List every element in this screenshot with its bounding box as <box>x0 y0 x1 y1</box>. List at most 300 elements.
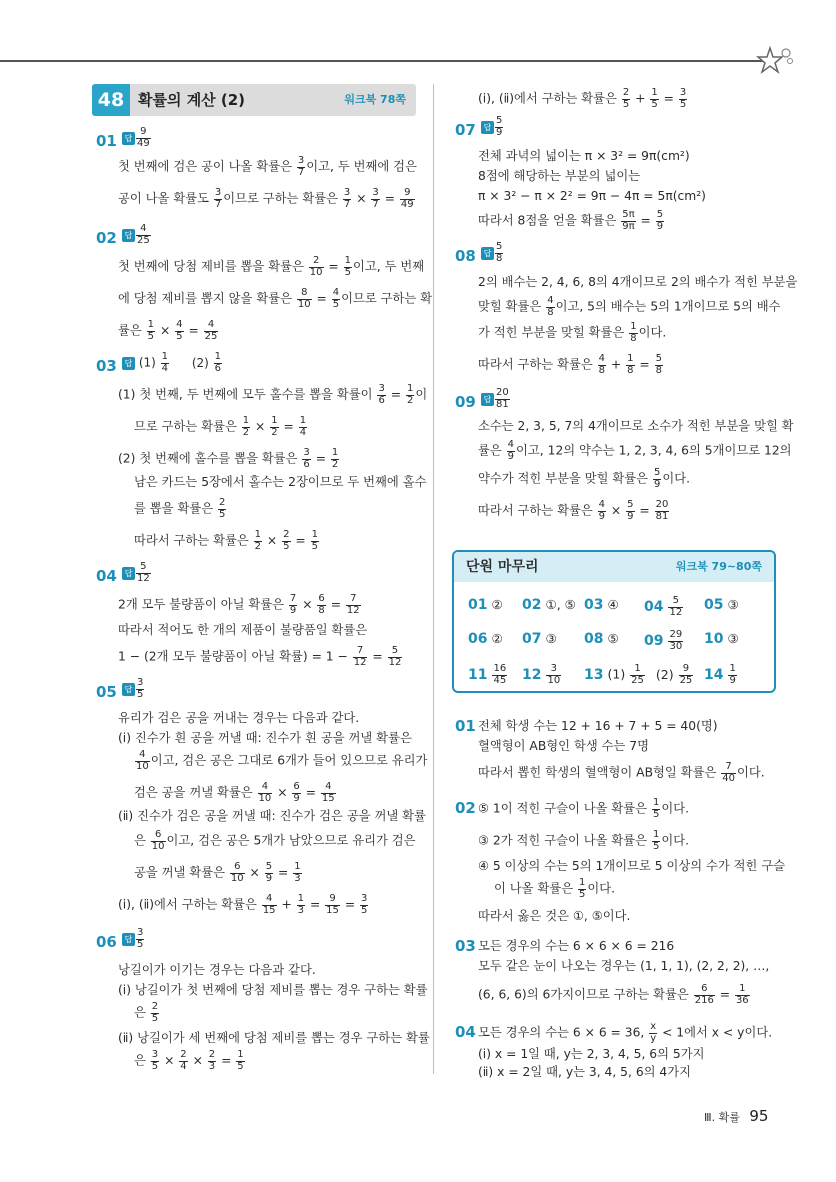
denominator: 81 <box>655 510 669 522</box>
fraction <box>325 894 340 916</box>
text-span: (1) 첫 번째, 두 번째에 모두 홀수를 뽑을 확률이 <box>118 387 377 402</box>
fraction <box>258 782 273 804</box>
text-line <box>118 320 219 342</box>
text-span: 유리가 검은 공을 꺼내는 경우는 다음과 같다. <box>118 711 360 725</box>
text-span: 이고, 두 번째에 검은 <box>306 159 417 174</box>
denominator: 6 <box>303 458 310 470</box>
numerator: 2 <box>180 1049 187 1060</box>
unit-answer-item <box>704 630 739 649</box>
denominator: 9 <box>496 126 503 138</box>
numerator: 1 <box>652 797 660 808</box>
numerator: 6 <box>151 830 166 842</box>
text-line <box>478 798 689 820</box>
answer <box>481 116 504 138</box>
text-span: 맞힐 확률은 <box>478 299 546 314</box>
numerator: 4 <box>176 319 183 330</box>
unit-item-answer: ② <box>491 631 503 646</box>
text-span: × <box>160 1053 179 1068</box>
unit-item-number: 08 <box>584 631 604 647</box>
text-span: = <box>324 259 343 274</box>
denominator: 9 <box>265 872 273 884</box>
text-span: = <box>217 1053 236 1068</box>
text-span: 이므로 구하는 확률은 <box>223 191 342 206</box>
text-span: (ⅰ) x = 1일 때, y는 2, 3, 4, 5, 6의 5가지 <box>478 1047 705 1061</box>
denominator: 25 <box>631 674 644 686</box>
denominator: 9 <box>598 510 606 522</box>
text-span: = <box>635 503 654 518</box>
text-span: 전체 학생 수는 12 + 16 + 7 + 5 = 40(명) <box>478 719 718 733</box>
fraction <box>630 664 645 686</box>
answer <box>122 562 152 584</box>
text-span: < 1에서 x < y이다. <box>658 1025 773 1040</box>
unit-item-number: 11 <box>468 666 488 683</box>
answer-badge: 답 <box>122 357 135 370</box>
problem-number: 06 <box>96 933 117 951</box>
fraction <box>622 88 630 110</box>
fraction <box>360 894 368 916</box>
text-line <box>478 296 781 318</box>
denominator: 15 <box>262 904 276 916</box>
text-line <box>118 156 417 178</box>
denominator: 12 <box>669 606 683 618</box>
numerator: 4 <box>204 320 219 332</box>
denominator: 10 <box>547 674 561 686</box>
unit-answer-item <box>644 630 684 652</box>
fraction <box>652 830 660 852</box>
text-line <box>478 88 688 110</box>
fraction <box>653 468 661 490</box>
text-span: 따라서 8점을 얻을 확률은 <box>478 213 621 228</box>
lesson-header <box>92 84 416 116</box>
numerator: 7 <box>353 646 368 658</box>
denominator: 7 <box>372 198 379 210</box>
fraction <box>136 928 144 950</box>
fraction <box>179 1050 187 1072</box>
problem-number: 08 <box>455 247 476 265</box>
numerator: 1 <box>147 319 155 330</box>
numerator: 1 <box>254 529 262 540</box>
fraction <box>343 188 351 210</box>
text-span: 따라서 적어도 한 개의 제품이 불량품일 확률은 <box>118 623 368 637</box>
text-line <box>478 938 674 955</box>
text-line <box>478 1046 704 1063</box>
denominator: 216 <box>694 994 714 1006</box>
answer <box>122 127 152 149</box>
text-span: = <box>274 865 293 880</box>
denominator: 5 <box>311 540 319 552</box>
numerator: 20 <box>655 499 669 510</box>
fraction <box>136 224 151 246</box>
text-span: 이고, 5의 배수는 5의 1개이므로 5의 배수 <box>555 299 781 314</box>
unit-review-ref: 워크북 79~80쪽 <box>675 560 762 573</box>
text-span: 공이 나올 확률도 <box>118 191 213 206</box>
fraction <box>136 678 144 700</box>
denominator: 49 <box>137 137 150 149</box>
denominator: 2 <box>271 426 278 438</box>
text-line <box>118 594 362 616</box>
answer <box>122 224 152 246</box>
fraction <box>679 88 687 110</box>
unit-item-number: 02 <box>522 597 542 613</box>
text-line <box>478 440 792 462</box>
text-line <box>478 718 718 735</box>
text-line <box>494 878 615 900</box>
fraction <box>293 862 301 884</box>
denominator: 9π <box>622 220 635 232</box>
denominator: 5 <box>237 1060 244 1072</box>
page-footer <box>704 1106 768 1126</box>
text-line <box>118 288 432 310</box>
numerator: 6 <box>230 862 245 874</box>
text-line <box>478 148 690 165</box>
fraction <box>254 530 262 552</box>
denominator: 10 <box>151 840 165 852</box>
fraction <box>546 664 561 686</box>
denominator: 9 <box>627 510 634 522</box>
denominator: 6 <box>378 394 385 406</box>
fraction <box>218 498 226 520</box>
unit-item-answer: ③ <box>727 631 739 646</box>
text-line <box>478 958 769 975</box>
text-span: 소수는 2, 3, 5, 7의 4개이므로 소수가 적힌 부분을 맞힐 확 <box>478 419 794 433</box>
text-span: 이다. <box>661 801 690 816</box>
text-line <box>478 168 640 185</box>
problem-number: 01 <box>455 717 476 735</box>
text-line <box>478 1022 772 1044</box>
fraction <box>626 354 634 376</box>
fraction <box>507 440 515 462</box>
answer <box>122 678 145 700</box>
fraction <box>388 646 403 668</box>
text-line <box>478 354 664 376</box>
text-span: × <box>245 865 264 880</box>
fraction <box>151 1002 159 1024</box>
text-line <box>118 808 426 825</box>
fraction <box>332 288 340 310</box>
text-span: × <box>188 1053 207 1068</box>
denominator: 4 <box>299 426 307 438</box>
text-span: = <box>279 419 298 434</box>
denominator: 10 <box>309 266 323 278</box>
numerator: 9 <box>679 664 694 676</box>
denominator: 10 <box>297 298 311 310</box>
numerator: 9 <box>400 188 415 200</box>
text-span: = <box>636 213 655 228</box>
numerator: 2 <box>283 529 290 540</box>
denominator: 5 <box>176 330 183 342</box>
text-line <box>478 188 706 205</box>
denominator: 36 <box>735 994 749 1006</box>
text-span: 첫 번째에 검은 공이 나올 확률은 <box>118 159 296 174</box>
fraction <box>136 127 151 149</box>
numerator: 5 <box>496 241 503 252</box>
numerator: 5 <box>265 861 273 872</box>
unit-answer-item <box>522 630 557 649</box>
denominator: 3 <box>297 904 305 916</box>
text-span: 공을 꺼낼 확률은 <box>134 865 229 880</box>
fraction <box>346 594 361 616</box>
numerator: 1 <box>344 255 351 266</box>
numerator: 4 <box>258 782 273 794</box>
denominator: 10 <box>136 760 149 772</box>
problem-number: 02 <box>96 229 117 247</box>
numerator: 1 <box>627 353 634 364</box>
numerator: x <box>650 1021 657 1032</box>
numerator: 16 <box>493 663 507 674</box>
fraction <box>578 878 586 900</box>
numerator: 9 <box>136 127 151 139</box>
denominator: 7 <box>297 166 305 178</box>
text-line <box>478 738 649 755</box>
text-line <box>134 830 416 852</box>
text-span: 에 당첨 제비를 뽑지 않을 확률은 <box>118 291 296 306</box>
text-span: (ⅱ) x = 2일 때, y는 3, 4, 5, 6의 4가지 <box>478 1065 692 1079</box>
answer-badge: 답 <box>122 229 135 242</box>
page-number: 95 <box>749 1107 769 1125</box>
text-line <box>478 762 765 784</box>
text-span: 이고, 두 번째 <box>353 259 425 274</box>
text-span: 1 − (2개 모두 불량품이 아닐 확률) = 1 − <box>118 649 352 664</box>
fraction <box>242 416 250 438</box>
denominator: 2 <box>242 426 250 438</box>
text-span: = <box>368 649 387 664</box>
problem-number: 04 <box>96 567 117 585</box>
numerator: 6 <box>318 593 325 604</box>
numerator: 9 <box>325 894 340 906</box>
fraction <box>151 1050 159 1072</box>
text-line <box>118 710 359 727</box>
numerator: 7 <box>721 762 736 774</box>
problem-number: 07 <box>455 121 476 139</box>
numerator: 1 <box>652 829 660 840</box>
answer-label: (2) <box>188 355 213 370</box>
text-line <box>118 982 428 999</box>
numerator: 4 <box>598 353 606 364</box>
text-span: 이다. <box>587 881 616 896</box>
numerator: 6 <box>293 781 300 792</box>
fraction <box>656 210 664 232</box>
text-line <box>478 274 797 291</box>
denominator: 5 <box>147 330 155 342</box>
text-line <box>478 210 665 232</box>
text-line <box>118 256 424 278</box>
text-span: ④ 5 이상의 수는 5의 1개이므로 5 이상의 수가 적힌 구슬 <box>478 859 786 873</box>
numerator: 4 <box>136 224 151 236</box>
numerator: 7 <box>289 593 297 604</box>
problem-number: 01 <box>96 132 117 150</box>
unit-answer-item <box>522 664 562 686</box>
unit-review-box <box>452 550 776 693</box>
text-span: 남은 카드는 5장에서 홀수는 2장이므로 두 번째에 홀수 <box>134 475 427 489</box>
text-span: + <box>631 91 650 106</box>
answer <box>481 388 511 410</box>
unit-item-number: 10 <box>704 631 724 647</box>
unit-answer-item <box>584 596 619 615</box>
unit-answer-item <box>704 596 739 615</box>
text-line <box>478 1064 691 1081</box>
fraction <box>311 530 319 552</box>
text-span: 따라서 옳은 것은 ①, ⑤이다. <box>478 909 631 923</box>
top-rule <box>0 60 770 62</box>
numerator: 1 <box>331 447 339 458</box>
numerator: 1 <box>299 415 307 426</box>
answer <box>481 242 504 264</box>
unit-answer-item <box>468 664 508 686</box>
numerator: 5 <box>655 353 663 364</box>
denominator: 5 <box>151 1012 159 1024</box>
unit-item-answer: (1) <box>607 666 630 682</box>
text-span: 므로 구하는 확률은 <box>134 419 241 434</box>
numerator: 1 <box>630 664 645 676</box>
fraction <box>735 984 750 1006</box>
denominator: 4 <box>180 1060 187 1072</box>
text-span: 률은 <box>118 323 146 338</box>
fraction <box>321 782 336 804</box>
fraction <box>262 894 277 916</box>
fraction <box>650 88 658 110</box>
text-line <box>478 322 666 344</box>
text-span: + <box>277 897 296 912</box>
fraction <box>302 448 310 470</box>
fraction <box>292 782 300 804</box>
lesson-title: 확률의 계산 (2) <box>138 91 246 109</box>
numerator: 1 <box>406 383 414 394</box>
text-span: 를 뽑을 확률은 <box>134 501 217 516</box>
fraction <box>214 352 222 374</box>
text-span: 2개 모두 불량품이 아닐 확률은 <box>118 597 288 612</box>
fraction <box>331 448 339 470</box>
text-span: × <box>251 419 270 434</box>
fraction <box>668 596 683 618</box>
text-line <box>478 418 794 435</box>
text-span: 이다. <box>736 765 765 780</box>
text-span: (2) 첫 번째에 홀수를 뽑을 확률은 <box>118 451 302 466</box>
numerator: 5 <box>653 467 661 478</box>
text-span: + <box>607 357 626 372</box>
denominator: 15 <box>326 904 339 916</box>
numerator: 29 <box>669 629 683 640</box>
unit-item-number: 12 <box>522 666 542 683</box>
problem-number: 04 <box>455 1023 476 1041</box>
text-span: × <box>273 785 292 800</box>
denominator: 15 <box>321 792 335 804</box>
text-span: (ⅱ) 낭길이가 세 번째에 당첨 제비를 뽑는 경우 구하는 확률 <box>118 1031 430 1045</box>
numerator: 1 <box>735 984 750 996</box>
text-line <box>118 730 412 747</box>
text-span: 첫 번째에 당첨 제비를 뽑을 확률은 <box>118 259 308 274</box>
text-line <box>118 646 403 668</box>
denominator: 9 <box>656 220 664 232</box>
numerator: 3 <box>679 87 687 98</box>
text-line <box>478 984 751 1006</box>
text-line <box>478 830 689 852</box>
denominator: 40 <box>722 772 735 784</box>
text-span: ⑤ 1이 적힌 구슬이 나올 확률은 <box>478 801 651 816</box>
fraction <box>649 1022 657 1044</box>
unit-review-header <box>454 552 774 582</box>
text-line <box>118 894 369 916</box>
numerator: 3 <box>361 893 368 904</box>
answer-badge: 답 <box>481 121 494 134</box>
text-span: × <box>298 597 317 612</box>
denominator: 8 <box>655 364 663 376</box>
denominator: 9 <box>653 478 661 490</box>
denominator: 2 <box>254 540 262 552</box>
numerator: 1 <box>579 877 586 888</box>
text-span: 률은 <box>478 443 506 458</box>
numerator: 3 <box>378 383 385 394</box>
answer-badge: 답 <box>122 683 135 696</box>
unit-item-answer: ③ <box>727 597 739 612</box>
numerator: 1 <box>242 415 250 426</box>
text-span: = <box>301 785 320 800</box>
numerator: 3 <box>297 155 305 166</box>
unit-item-number: 01 <box>468 597 488 613</box>
numerator: 6 <box>694 984 715 996</box>
numerator: 5 <box>668 596 683 608</box>
text-span: × <box>607 503 626 518</box>
text-span: = <box>386 387 405 402</box>
unit-answer-item <box>584 664 694 686</box>
fraction <box>270 416 278 438</box>
problem-number: 05 <box>96 683 117 701</box>
text-span: 낭길이가 이기는 경우는 다음과 같다. <box>118 963 316 977</box>
denominator: 5 <box>332 298 340 310</box>
text-span: 2의 배수는 2, 4, 6, 8의 4개이므로 2의 배수가 적힌 부분을 <box>478 275 798 289</box>
fraction <box>371 188 379 210</box>
text-span: 이다. <box>638 325 667 340</box>
denominator: 8 <box>547 306 554 318</box>
denominator: 25 <box>137 234 150 246</box>
numerator: 1 <box>294 861 301 872</box>
column-divider <box>433 84 434 1074</box>
numerator: 20 <box>496 387 509 398</box>
fraction <box>230 862 245 884</box>
fraction <box>344 256 352 278</box>
unit-item-number: 03 <box>584 597 604 613</box>
text-line <box>118 384 427 406</box>
text-span: = <box>715 987 734 1002</box>
text-span: 전체 과녁의 넓이는 π × 3² = 9π(cm²) <box>478 149 690 163</box>
text-line <box>134 862 303 884</box>
denominator: 2 <box>406 394 414 406</box>
denominator: 5 <box>622 98 630 110</box>
answer <box>122 352 223 374</box>
text-span: 이 <box>415 387 428 402</box>
answer-label: (1) <box>135 355 160 370</box>
numerator: 3 <box>546 664 561 676</box>
fraction <box>495 116 503 138</box>
fraction <box>161 352 169 374</box>
star-icon <box>756 44 796 80</box>
numerator: 3 <box>214 187 222 198</box>
text-span: 은 <box>134 1005 150 1020</box>
denominator: 10 <box>258 792 272 804</box>
text-span: 이고, 12의 약수는 1, 2, 3, 4, 6의 5개이므로 12의 <box>516 443 792 458</box>
text-span: = <box>184 323 203 338</box>
fraction <box>598 500 606 522</box>
text-span: × <box>263 533 282 548</box>
numerator: 5 <box>656 209 664 220</box>
numerator: 1 <box>271 415 278 426</box>
text-line <box>478 500 670 522</box>
denominator: 3 <box>208 1060 216 1072</box>
denominator: 81 <box>496 398 509 410</box>
text-span: (ⅰ), (ⅱ)에서 구하는 확률은 <box>478 91 621 106</box>
numerator: 4 <box>507 439 515 450</box>
unit-item-answer: ② <box>491 597 503 612</box>
fraction <box>297 288 312 310</box>
